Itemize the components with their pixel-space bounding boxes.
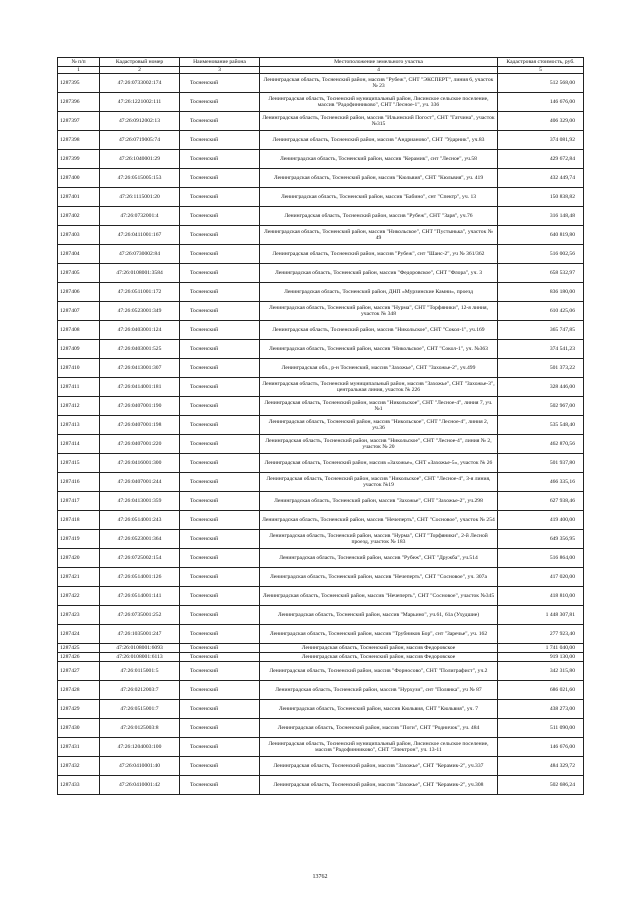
cell-cadastral-number: 47:26:0407001:244 <box>100 473 180 492</box>
table-row <box>58 454 584 473</box>
cell-district: Тосненский <box>180 625 260 644</box>
cell-district: Тосненский <box>180 264 260 283</box>
cell-district: Тосненский <box>180 340 260 359</box>
cell-cadastral-value: 484 329,72 <box>498 757 584 776</box>
cell-row-number: 1287398 <box>58 131 100 150</box>
cell-cadastral-value: 836 180,00 <box>498 283 584 302</box>
cell-row-number: 1287421 <box>58 568 100 587</box>
cell-location: Ленинградская область, Тосненский район, массив "Никольское", СНТ "Сокол-1", уч.169 <box>260 321 498 340</box>
cell-cadastral-value: 328 446,00 <box>498 378 584 397</box>
cell-location: Ленинградская область, Тосненский район, массив "Нечеперть", СНТ "Сосновое", участок № 254 <box>260 511 498 530</box>
cell-cadastral-number: 47:26:0403001:525 <box>100 340 180 359</box>
cell-cadastral-value: 1 448 307,81 <box>498 606 584 625</box>
cell-cadastral-value: 466 335,16 <box>498 473 584 492</box>
table-body <box>58 74 584 795</box>
cell-district: Тосненский <box>180 568 260 587</box>
cell-cadastral-number: 47:26:0732001:4 <box>100 207 180 226</box>
cell-location: Ленинградская область, Тосненский район, массив «Захожье», СНТ «Захожье-5», участок № 26 <box>260 454 498 473</box>
cell-cadastral-value: 658 532,97 <box>498 264 584 283</box>
cell-location: Ленинградская область, Тосненский район, массив "Захожье", СНТ "Керамик-2", уч.308 <box>260 776 498 795</box>
cell-cadastral-value: 419 400,00 <box>498 511 584 530</box>
cell-district: Тосненский <box>180 150 260 169</box>
cell-district: Тосненский <box>180 530 260 549</box>
table-row <box>58 700 584 719</box>
cell-row-number: 1287409 <box>58 340 100 359</box>
cell-row-number: 1287404 <box>58 245 100 264</box>
cell-location: Ленинградская область, Тосненский район, массив "Керамик", снт "Лесное", уч.58 <box>260 150 498 169</box>
cell-row-number: 1287420 <box>58 549 100 568</box>
cell-district: Тосненский <box>180 359 260 378</box>
cell-district: Тосненский <box>180 416 260 435</box>
cell-cadastral-value: 365 747,85 <box>498 321 584 340</box>
table-row <box>58 378 584 397</box>
cell-row-number: 1287405 <box>58 264 100 283</box>
cell-row-number: 1287408 <box>58 321 100 340</box>
cell-cadastral-value: 150 838,82 <box>498 188 584 207</box>
cell-cadastral-number: 47:26:0108001:6113 <box>100 653 180 662</box>
table-row <box>58 397 584 416</box>
cell-district: Тосненский <box>180 226 260 245</box>
table-row <box>58 416 584 435</box>
cell-cadastral-value: 438 273,00 <box>498 700 584 719</box>
cell-row-number: 1287396 <box>58 93 100 112</box>
cell-location: Ленинградская область, Тосненский район, массив "Нечеперть", СНТ "Сосновое", участок №345 <box>260 587 498 606</box>
table-row <box>58 359 584 378</box>
cell-cadastral-number: 47:26:0514001:126 <box>100 568 180 587</box>
cell-cadastral-number: 47:26:0411001:167 <box>100 226 180 245</box>
cell-cadastral-number: 47:26:0413001:307 <box>100 359 180 378</box>
table-row <box>58 492 584 511</box>
cell-location: Ленинградская область, Тосненский район, массив "Рубеж", СНТ "Дружба", уч.514 <box>260 549 498 568</box>
cell-row-number: 1287411 <box>58 378 100 397</box>
cell-district: Тосненский <box>180 700 260 719</box>
cell-cadastral-number: 47:26:0212003:7 <box>100 681 180 700</box>
cell-cadastral-number: 47:26:0108001:3584 <box>100 264 180 283</box>
cell-row-number: 1287397 <box>58 112 100 131</box>
cell-cadastral-value: 627 938,46 <box>498 492 584 511</box>
header-cadastral-number: Кадастровый номер <box>100 58 180 67</box>
table-row <box>58 207 584 226</box>
cell-row-number: 1287418 <box>58 511 100 530</box>
table-row <box>58 653 584 662</box>
cell-row-number: 1287430 <box>58 719 100 738</box>
cell-row-number: 1287401 <box>58 188 100 207</box>
cell-location: Ленинградская обл., р-н Тосненский, массив "Захожье", СНТ "Захожье-2", уч.499 <box>260 359 498 378</box>
cell-location: Ленинградская область, Тосненский район, массив "Нечеперть", СНТ "Сосновое", уч. 307а <box>260 568 498 587</box>
cell-cadastral-value: 512 568,00 <box>498 74 584 93</box>
cell-cadastral-value: 316 148,48 <box>498 207 584 226</box>
cell-cadastral-number: 47:26:0523001:349 <box>100 302 180 321</box>
cell-cadastral-number: 47:26:0719005:74 <box>100 131 180 150</box>
cell-location: Ленинградская область, Тосненский район, массив Федоровское <box>260 653 498 662</box>
table-row <box>58 283 584 302</box>
cell-cadastral-value: 686 021,60 <box>498 681 584 700</box>
cell-location: Ленинградская область, Тосненский район, ДНП «Мурзинские Камни», проезд <box>260 283 498 302</box>
table-row <box>58 587 584 606</box>
cell-row-number: 1287424 <box>58 625 100 644</box>
cell-location: Ленинградская область, Тосненский район, массив "Рубеж", СНТ "ЭКСПЕРТ", линия 6, участок № 23 <box>260 74 498 93</box>
cell-cadastral-value: 406 329,00 <box>498 112 584 131</box>
header-cadastral-value: Кадастровая стоимость, руб. <box>498 58 584 67</box>
cell-cadastral-value: 502 967,00 <box>498 397 584 416</box>
cell-cadastral-value: 516 864,00 <box>498 549 584 568</box>
cell-cadastral-number: 47:26:0523001:364 <box>100 530 180 549</box>
table-row <box>58 473 584 492</box>
cell-cadastral-number: 47:26:0410001:42 <box>100 776 180 795</box>
cell-row-number: 1287425 <box>58 644 100 653</box>
column-index: 5 <box>498 67 584 74</box>
cell-district: Тосненский <box>180 473 260 492</box>
cell-row-number: 1287407 <box>58 302 100 321</box>
cell-cadastral-number: 47:26:1221002:111 <box>100 93 180 112</box>
cell-row-number: 1287427 <box>58 662 100 681</box>
cell-cadastral-number: 47:26:0912002:13 <box>100 112 180 131</box>
cell-location: Ленинградская область, Тосненский район, массив "Федоровское", СНТ "Флора", уч. 3 <box>260 264 498 283</box>
column-index: 1 <box>58 67 100 74</box>
table-row <box>58 93 584 112</box>
cell-district: Тосненский <box>180 112 260 131</box>
cell-district: Тосненский <box>180 719 260 738</box>
cell-location: Ленинградская область, Тосненский район, массив "Бабино", снт "Спектр", уч. 13 <box>260 188 498 207</box>
cell-location: Ленинградская область, Тосненский район, массив "Никольское", СНТ "Пустынька", участок № 49 <box>260 226 498 245</box>
cell-district: Тосненский <box>180 283 260 302</box>
header-location: Местоположение земельного участка <box>260 58 498 67</box>
cell-cadastral-number: 47:26:0514001:141 <box>100 587 180 606</box>
cell-district: Тосненский <box>180 454 260 473</box>
cell-row-number: 1287410 <box>58 359 100 378</box>
cell-cadastral-value: 146 676,00 <box>498 738 584 757</box>
cell-row-number: 1287406 <box>58 283 100 302</box>
table-row <box>58 435 584 454</box>
column-index-row <box>58 67 584 74</box>
cell-cadastral-value: 417 020,00 <box>498 568 584 587</box>
cell-location: Ленинградская область, Тосненский район, массив "Захожье", СНТ "Захожье-2", уч.298 <box>260 492 498 511</box>
cell-cadastral-value: 374 081,92 <box>498 131 584 150</box>
cell-location: Ленинградская область, Тосненский район, массив "Марьино", уч.61, 61а (Ухудшие) <box>260 606 498 625</box>
cell-cadastral-value: 432 449,74 <box>498 169 584 188</box>
cell-district: Тосненский <box>180 378 260 397</box>
cell-location: Ленинградская область, Тосненский район, массив "Форносово", СНТ "Полиграфист", уч.2 <box>260 662 498 681</box>
table-row <box>58 511 584 530</box>
table-row <box>58 549 584 568</box>
table-row <box>58 264 584 283</box>
cell-row-number: 1287431 <box>58 738 100 757</box>
cell-cadastral-number: 47:26:0414001:181 <box>100 378 180 397</box>
cell-location: Ленинградская область, Тосненский район, массив "Ильинский Погост", СНТ "Гатчина", участок №315 <box>260 112 498 131</box>
cell-district: Тосненский <box>180 302 260 321</box>
cell-cadastral-number: 47:26:0515001:7 <box>100 700 180 719</box>
cell-district: Тосненский <box>180 606 260 625</box>
cell-row-number: 1287399 <box>58 150 100 169</box>
cell-row-number: 1287395 <box>58 74 100 93</box>
table-row <box>58 776 584 795</box>
cell-cadastral-number: 47:26:0125003:8 <box>100 719 180 738</box>
cell-row-number: 1287433 <box>58 776 100 795</box>
cell-cadastral-number: 47:26:0733002:174 <box>100 74 180 93</box>
cell-cadastral-value: 516 002,56 <box>498 245 584 264</box>
cell-location: Ленинградская область, Тосненский район, массив Кюльвия, СНТ "Кюльвия", уч. 7 <box>260 700 498 719</box>
cell-district: Тосненский <box>180 74 260 93</box>
cell-cadastral-value: 418 810,00 <box>498 587 584 606</box>
cell-district: Тосненский <box>180 681 260 700</box>
table-row <box>58 150 584 169</box>
cell-cadastral-value: 1 741 040,00 <box>498 644 584 653</box>
cell-location: Ленинградская область, Тосненский район, массив "Никольское", СНТ "Сокол-1", уч. №363 <box>260 340 498 359</box>
cell-row-number: 1287419 <box>58 530 100 549</box>
table-row <box>58 169 584 188</box>
cell-cadastral-number: 47:26:0413001:359 <box>100 492 180 511</box>
cell-location: Ленинградская область, Тосненский район, массив "Нурма", СНТ "Торфяники", 2-й Лесной проезд, участок № 183 <box>260 530 498 549</box>
cell-location: Ленинградская область, Тосненский муниципальный район, Лисинское сельское поселение, массив "Радофинниково", СНТ "Электрон", уч. 13-11 <box>260 738 498 757</box>
column-index: 3 <box>180 67 260 74</box>
table-row <box>58 340 584 359</box>
cell-location: Ленинградская область, Тосненский район, массив "Рубеж", снт "Шанс-2", уч № 361/362 <box>260 245 498 264</box>
table-row <box>58 74 584 93</box>
cell-location: Ленинградская область, Тосненский район, массив "Рубеж", СНТ "Заря", уч.76 <box>260 207 498 226</box>
cell-cadastral-value: 502 686,24 <box>498 776 584 795</box>
cell-cadastral-value: 146 676,00 <box>498 93 584 112</box>
table-row <box>58 321 584 340</box>
cadastral-table <box>57 57 584 795</box>
table-row <box>58 530 584 549</box>
cell-location: Ленинградская область, Тосненский район, массив "Никольское", СНТ "Лесное-4", 3-я линия, участок №19 <box>260 473 498 492</box>
cell-district: Тосненский <box>180 587 260 606</box>
cell-location: Ленинградская область, Тосненский район, массив "Кюльвия", СНТ "Кюльвия", уч. 419 <box>260 169 498 188</box>
cell-district: Тосненский <box>180 511 260 530</box>
cell-location: Ленинградская область, Тосненский муниципальный район, массив "Захожье", СНТ "Захожье-3", центральная линия, участок № 226 <box>260 378 498 397</box>
table-row <box>58 226 584 245</box>
cell-location: Ленинградская область, Тосненский район, массив "Трубников Бор", снт "Заречье", уч. 162 <box>260 625 498 644</box>
table-row <box>58 738 584 757</box>
cell-cadastral-number: 47:26:1115001:20 <box>100 188 180 207</box>
table-row <box>58 131 584 150</box>
cell-cadastral-value: 501 373,22 <box>498 359 584 378</box>
table-row <box>58 681 584 700</box>
cell-district: Тосненский <box>180 397 260 416</box>
cell-district: Тосненский <box>180 662 260 681</box>
cell-row-number: 1287412 <box>58 397 100 416</box>
table-row <box>58 662 584 681</box>
table-row <box>58 568 584 587</box>
table-row <box>58 719 584 738</box>
cell-district: Тосненский <box>180 492 260 511</box>
cell-district: Тосненский <box>180 757 260 776</box>
cell-cadastral-number: 47:26:0515005:153 <box>100 169 180 188</box>
cell-cadastral-value: 277 923,40 <box>498 625 584 644</box>
cell-cadastral-number: 47:26:0416001:300 <box>100 454 180 473</box>
cell-cadastral-number: 47:26:0407001:198 <box>100 416 180 435</box>
cell-row-number: 1287414 <box>58 435 100 454</box>
cell-cadastral-number: 47:26:0730002:84 <box>100 245 180 264</box>
cell-cadastral-number: 47:26:1035001:247 <box>100 625 180 644</box>
document-sheet <box>57 57 583 795</box>
cell-district: Тосненский <box>180 93 260 112</box>
cell-location: Ленинградская область, Тосненский район, массив "Нурхузи", снт "Полянка", уч № 87 <box>260 681 498 700</box>
cell-cadastral-number: 47:26:1204003:100 <box>100 738 180 757</box>
cell-row-number: 1287429 <box>58 700 100 719</box>
cell-cadastral-number: 47:26:0108001:6093 <box>100 644 180 653</box>
cell-district: Тосненский <box>180 653 260 662</box>
header-row-number: № п/п <box>58 58 100 67</box>
cell-cadastral-number: 47:26:0115001:5 <box>100 662 180 681</box>
cell-cadastral-value: 342 315,80 <box>498 662 584 681</box>
cell-location: Ленинградская область, Тосненский район, массив "Никольское", СНТ "Лесное-4", линия № 2, участок № 20 <box>260 435 498 454</box>
cell-row-number: 1287422 <box>58 587 100 606</box>
header-row <box>58 58 584 67</box>
cell-district: Тосненский <box>180 207 260 226</box>
cell-cadastral-value: 501 937,80 <box>498 454 584 473</box>
cell-district: Тосненский <box>180 131 260 150</box>
cell-row-number: 1287415 <box>58 454 100 473</box>
cell-district: Тосненский <box>180 245 260 264</box>
page-number: 13762 <box>312 874 328 880</box>
cell-cadastral-number: 47:26:0511001:172 <box>100 283 180 302</box>
header-district-name: Наименование района <box>180 58 260 67</box>
cell-district: Тосненский <box>180 776 260 795</box>
cell-district: Тосненский <box>180 644 260 653</box>
cell-location: Ленинградская область, Тосненский муниципальный район, Лисинское сельское поселение, массив "Радофинниково", СНТ "Лесное-1", уч. 336 <box>260 93 498 112</box>
table-row <box>58 606 584 625</box>
table-row <box>58 188 584 207</box>
table-row <box>58 644 584 653</box>
cell-cadastral-value: 640 819,80 <box>498 226 584 245</box>
cell-location: Ленинградская область, Тосненский район, массив "Поги", СНТ "Родничок", уч. 484 <box>260 719 498 738</box>
cell-cadastral-value: 429 672,84 <box>498 150 584 169</box>
cell-row-number: 1287423 <box>58 606 100 625</box>
cell-district: Тосненский <box>180 188 260 207</box>
cell-location: Ленинградская область, Тосненский район, массив "Нурма", СНТ "Торфяники", 12-я линия, участок № 348 <box>260 302 498 321</box>
cell-cadastral-number: 47:26:1040001:29 <box>100 150 180 169</box>
cell-district: Тосненский <box>180 435 260 454</box>
cell-cadastral-value: 610 425,06 <box>498 302 584 321</box>
cell-district: Тосненский <box>180 549 260 568</box>
cell-location: Ленинградская область, Тосненский район, массив "Никольское", СНТ "Лесное-4", линия 7, уч. №1 <box>260 397 498 416</box>
table-row <box>58 757 584 776</box>
cell-row-number: 1287402 <box>58 207 100 226</box>
cell-row-number: 1287417 <box>58 492 100 511</box>
table-row <box>58 302 584 321</box>
cell-cadastral-number: 47:26:0410001:40 <box>100 757 180 776</box>
cell-district: Тосненский <box>180 321 260 340</box>
cell-district: Тосненский <box>180 169 260 188</box>
cell-location: Ленинградская область, Тосненский район, массив "Андрианово", СНТ "Ударник", уч.83 <box>260 131 498 150</box>
cell-location: Ленинградская область, Тосненский район, массив "Захожье", СНТ "Керамик-2", уч.337 <box>260 757 498 776</box>
cell-cadastral-value: 919 130,00 <box>498 653 584 662</box>
cell-location: Ленинградская область, Тосненский район, массив "Никольское", СНТ "Лесное-4", линия 2, уч.36 <box>260 416 498 435</box>
cell-cadastral-number: 47:26:0514001:243 <box>100 511 180 530</box>
cell-cadastral-value: 374 541,23 <box>498 340 584 359</box>
table-row <box>58 625 584 644</box>
column-index: 2 <box>100 67 180 74</box>
cell-row-number: 1287428 <box>58 681 100 700</box>
cell-cadastral-value: 535 548,40 <box>498 416 584 435</box>
cell-cadastral-number: 47:26:0407001:220 <box>100 435 180 454</box>
cell-district: Тосненский <box>180 738 260 757</box>
cell-row-number: 1287403 <box>58 226 100 245</box>
cell-location: Ленинградская область, Тосненский район, массив Федоровское <box>260 644 498 653</box>
cell-cadastral-number: 47:26:0407001:190 <box>100 397 180 416</box>
column-index: 4 <box>260 67 498 74</box>
cell-cadastral-value: 649 356,95 <box>498 530 584 549</box>
cell-row-number: 1287432 <box>58 757 100 776</box>
cell-cadastral-value: 511 090,00 <box>498 719 584 738</box>
cell-row-number: 1287400 <box>58 169 100 188</box>
cell-cadastral-value: 462 870,56 <box>498 435 584 454</box>
cell-row-number: 1287426 <box>58 653 100 662</box>
cell-cadastral-number: 47:26:0735001:252 <box>100 606 180 625</box>
cell-row-number: 1287416 <box>58 473 100 492</box>
table-row <box>58 245 584 264</box>
cell-cadastral-number: 47:26:0725002:154 <box>100 549 180 568</box>
table-row <box>58 112 584 131</box>
cell-cadastral-number: 47:26:0403001:124 <box>100 321 180 340</box>
cell-row-number: 1287413 <box>58 416 100 435</box>
